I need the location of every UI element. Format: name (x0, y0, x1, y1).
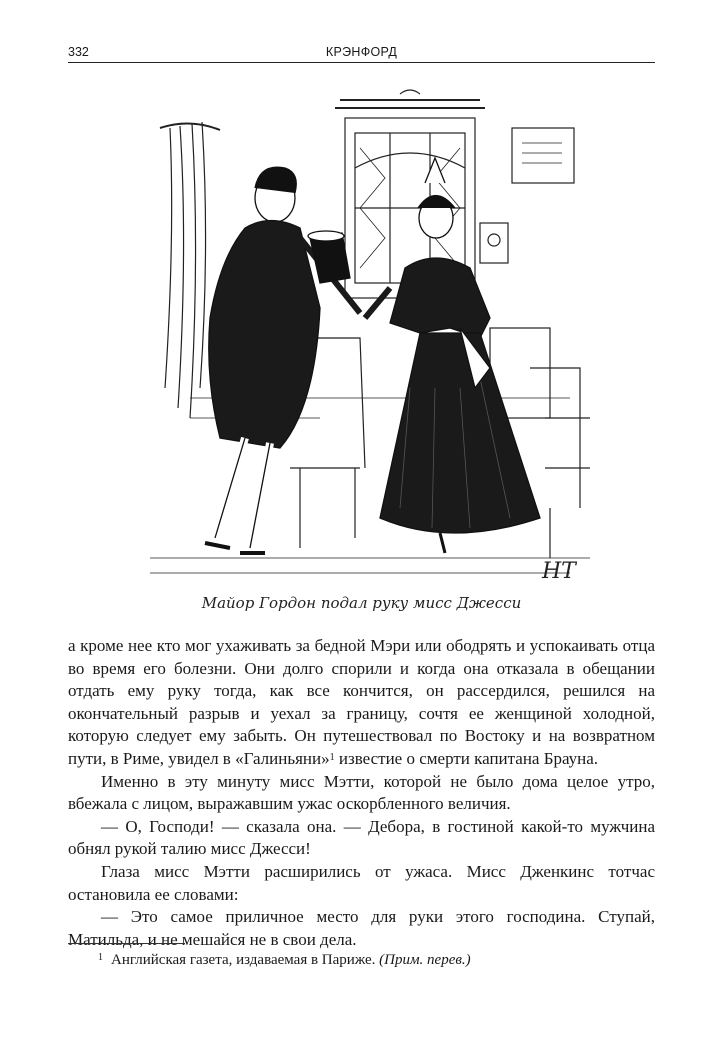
footnote-reference: 1 (329, 751, 335, 763)
illustration-caption: Майор Гордон подал руку мисс Джесси (201, 594, 522, 612)
paragraph: а кроме нее кто мог ухаживать за бедной Мэри или ободрять и успокаивать отца во время его болезни. Они долго спорили и когда она отказала в обещании отдать ему руку тогда, как все кончится, он рассердился, решился на окончательный разрыв и уехал за границу, сочтя ее женщиной холодной, которую следует ему забыть. Он путешествовал по Востоку и на возвратном пути, в Риме, увидел в «Галиньяни»$^1$ известие о смерти капитана Брауна. (68, 636, 655, 768)
paragraph: — Это самое приличное место для руки этого господина. Ступай, Матильда, и не мешайся не в свои дела. (68, 907, 655, 949)
page-header (68, 44, 655, 63)
svg-text:HT: HT (542, 559, 576, 584)
illustration (150, 88, 590, 588)
footnote (98, 952, 653, 969)
paragraph: Глаза мисс Мэтти расширились от ужаса. Мисс Дженкинс тотчас остановила ее словами: (68, 861, 655, 904)
engraving-svg (150, 88, 590, 588)
paragraph: — О, Господи! — сказала она. — Дебора, в гостиной какой-то мужчина обнял рукой талию мисс Джесси! (68, 816, 655, 859)
body-text (68, 635, 655, 951)
footnote-text: Английская газета, издаваемая в Париже. (111, 952, 380, 968)
footnote-divider (68, 943, 185, 944)
running-title: КРЭНФОРД (325, 45, 398, 59)
page-number: 332 (68, 45, 89, 59)
paragraph: Именно в эту минуту мисс Мэтти, которой не было дома целое утро, вбежала с лицом, выражавшим ужас оскорбленного величия. (68, 771, 655, 814)
footnote-note: (Прим. перев.) (379, 952, 471, 968)
footnote-mark: 1 (98, 952, 103, 963)
